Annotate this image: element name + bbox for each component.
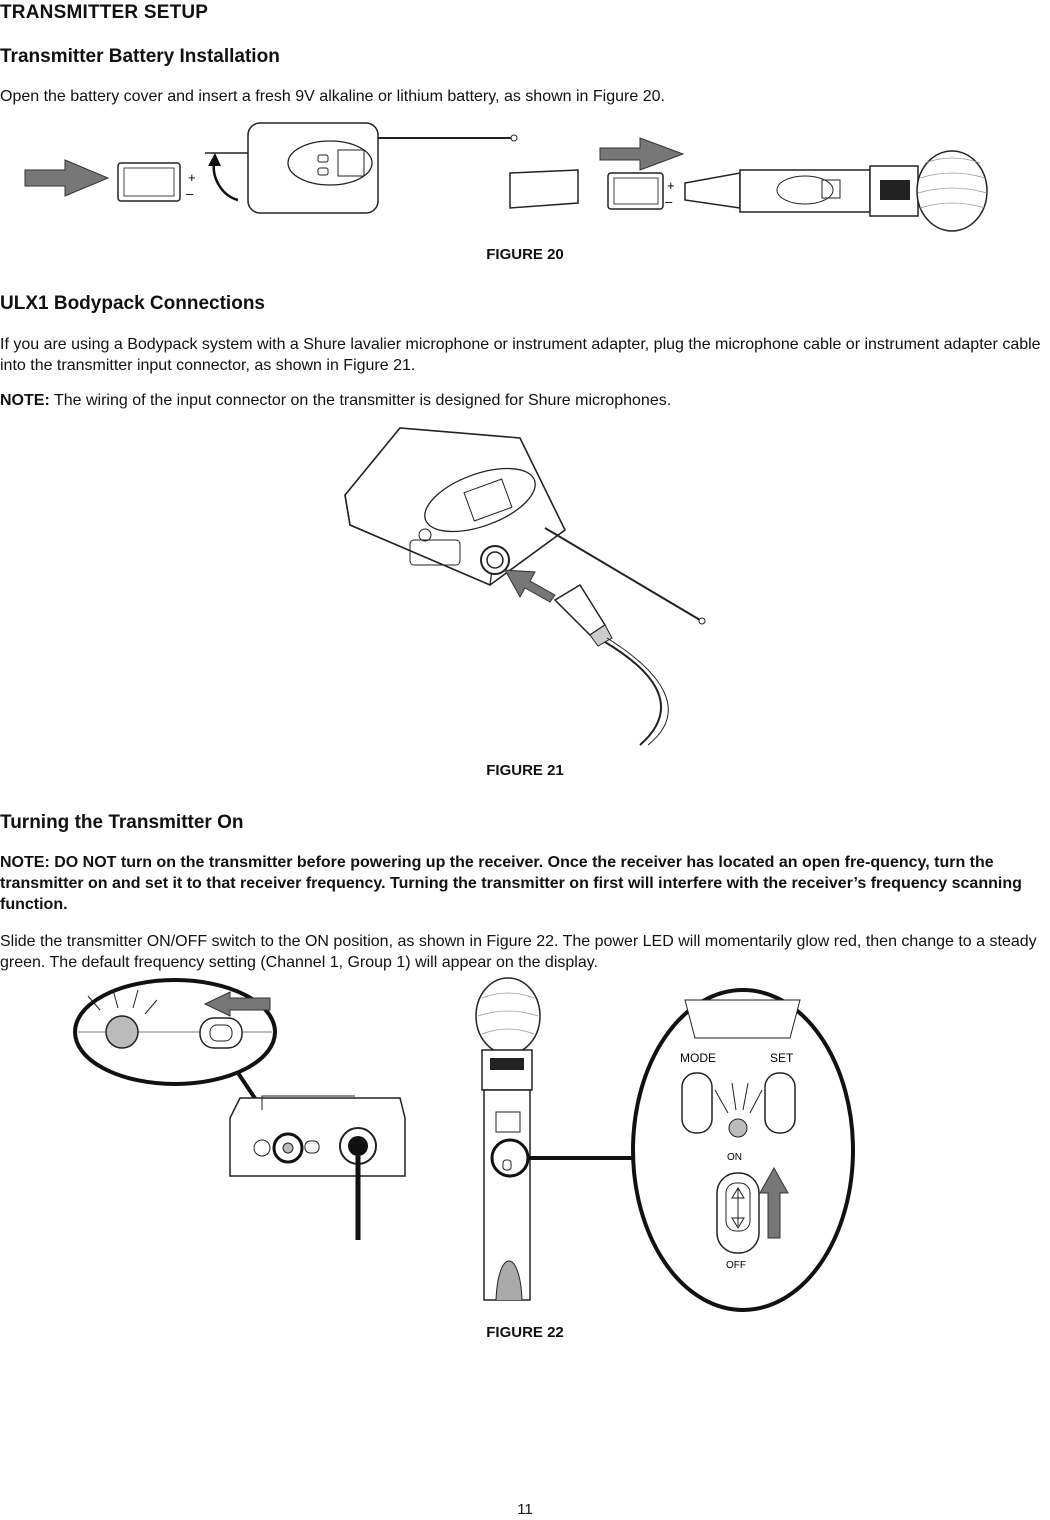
bodypack-instructions: If you are using a Bodypack system with a Shure lavalier microphone or instrument adapter, plug the microphone cable or instrument adapter cable into the transmitter input connector, as shown in Figure 21. [0,336,1041,374]
microphone-connector [555,585,668,745]
insert-arrow-left [25,160,108,196]
note-text: The wiring of the input connector on the transmitter is designed for Shure microphones. [49,392,672,409]
battery-9v-right [608,173,663,209]
set-button [765,1073,795,1133]
turn-on-warning: NOTE: DO NOT turn on the transmitter before powering up the receiver. Once the receiver has located an open fre-quency, turn the transmitter on and set it to that receiver frequency. Turning the transmitter on first will interfere with the receiver’s frequency scanning function. [0,854,1022,913]
bodypack-top-view [230,1096,405,1240]
figure-21-illustration [0,420,1050,750]
set-label: SET [770,1051,794,1065]
switch-panel-callout [633,990,853,1310]
section-heading-bodypack: ULX1 Bodypack Connections [0,293,265,314]
figure-20-caption: FIGURE 20 [486,246,564,263]
plug-in-arrow [505,570,555,602]
battery-9v-left [118,163,180,201]
section-heading-turning-on: Turning the Transmitter On [0,812,244,833]
off-label: OFF [726,1260,746,1271]
figure-20-illustration [0,118,1050,228]
battery-plus-left: + [188,170,196,185]
bodypack-transmitter [205,123,517,213]
bodypack-angled [345,428,705,624]
mode-button [682,1073,712,1133]
insert-arrow-right [600,138,683,170]
cover-curve-arrow [214,163,238,200]
handheld-microphone [685,151,987,231]
section-heading-battery: Transmitter Battery Installation [0,46,280,67]
turn-on-instructions: Slide the transmitter ON/OFF switch to the ON position, as shown in Figure 22. The power LED will momentarily glow red, then change to a steady green. The default frequency setting (Channel 1, Group 1) will appear on the display. [0,933,1037,971]
mode-label: MODE [680,1051,716,1065]
figure-22-caption: FIGURE 22 [486,1324,564,1341]
battery-cover [510,170,578,208]
figure-22-illustration [0,978,1050,1308]
figure-21-caption: FIGURE 21 [486,762,564,779]
switch-detail-callout [75,980,275,1084]
battery-plus-right: + [667,178,675,193]
bodypack-note [0,390,1050,411]
page-number: 11 [517,1501,533,1518]
battery-minus-right: – [665,194,673,209]
battery-minus-left: – [186,186,194,201]
note-label: NOTE: [0,392,50,409]
power-led [729,1119,747,1137]
page-title: TRANSMITTER SETUP [0,2,209,23]
on-label: ON [727,1152,742,1163]
handheld-mic-vertical [476,978,540,1300]
battery-instructions: Open the battery cover and insert a fresh 9V alkaline or lithium battery, as shown in Figure 20. [0,88,665,105]
